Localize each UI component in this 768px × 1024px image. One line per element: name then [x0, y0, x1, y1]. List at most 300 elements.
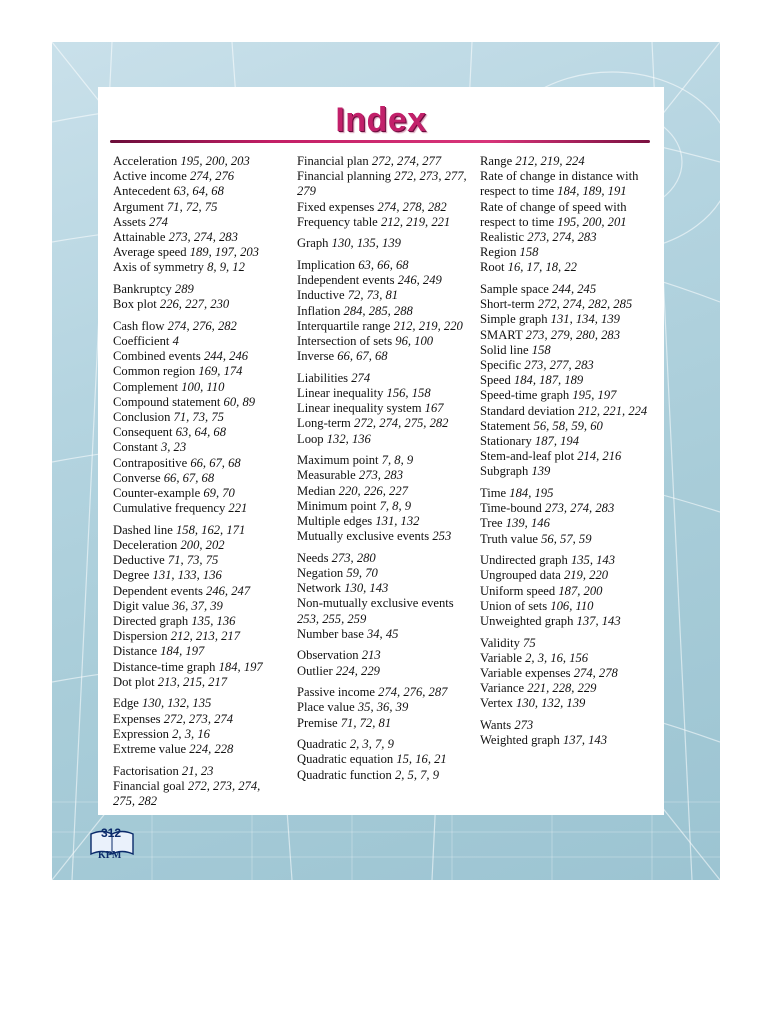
index-page-refs: 131, 132 [375, 514, 420, 529]
index-term: Union of sets [480, 598, 548, 613]
index-entry [297, 371, 467, 386]
index-page-refs: 130, 132, 139 [516, 696, 586, 711]
index-term: Deductive [113, 553, 165, 568]
index-page-refs: 274, 278 [573, 666, 618, 681]
index-entry [297, 514, 467, 529]
index-page-refs: 75 [523, 635, 536, 650]
index-entry [297, 700, 467, 715]
index-term: Attainable [113, 230, 166, 245]
index-page-refs: 284, 285, 288 [343, 303, 413, 318]
index-letter-group [297, 371, 467, 447]
index-entry [480, 328, 650, 343]
index-page-refs: 34, 45 [366, 626, 399, 641]
index-entry [297, 273, 467, 288]
index-term: Active income [113, 169, 187, 184]
index-entry [297, 581, 467, 596]
index-term: Region [480, 245, 517, 260]
index-letter-group [297, 685, 467, 731]
index-page-refs: 169, 174 [198, 364, 243, 379]
index-entry [297, 685, 467, 700]
index-page-refs: 272, 274, 282, 285 [537, 297, 633, 312]
index-entry [480, 532, 650, 547]
index-page-refs: 56, 58, 59, 60 [533, 418, 603, 433]
index-term: Specific [480, 358, 522, 373]
index-letter-group [113, 282, 283, 312]
index-term: Range [480, 154, 513, 168]
index-term: Degree [113, 568, 150, 583]
index-page-refs: 63, 64, 68 [173, 184, 224, 199]
index-entry [113, 169, 283, 184]
index-entry [113, 568, 283, 583]
index-entry [480, 486, 650, 501]
index-page-refs: 131, 134, 139 [550, 312, 620, 327]
index-letter-group [297, 551, 467, 642]
index-entry [113, 297, 283, 312]
index-entry [480, 404, 650, 419]
index-term: Needs [297, 550, 329, 565]
index-term: Uniform speed [480, 583, 556, 598]
index-term: Distance [113, 644, 158, 659]
index-page-refs: 221, 228, 229 [527, 681, 597, 696]
index-entry [480, 312, 650, 327]
index-page-refs: 273, 277, 283 [524, 358, 594, 373]
index-letter-group [297, 648, 467, 678]
index-page-refs: 273, 283 [358, 468, 403, 483]
index-letter-group [480, 154, 650, 276]
index-page-refs: 35, 36, 39 [357, 700, 409, 715]
index-entry [297, 304, 467, 319]
index-entry [297, 716, 467, 731]
index-letter-group [480, 553, 650, 629]
index-letter-group [297, 737, 467, 783]
index-term: Validity [480, 635, 520, 650]
index-term: Vertex [480, 696, 513, 711]
index-letter-group [113, 154, 283, 276]
index-page-refs: 221 [228, 501, 248, 516]
index-entry [480, 343, 650, 358]
index-entry [297, 215, 467, 230]
index-entry [297, 416, 467, 431]
index-entry [297, 737, 467, 752]
index-page-refs: 139, 146 [505, 516, 550, 531]
index-entry [113, 660, 283, 675]
index-page-refs: 244, 246 [203, 349, 249, 364]
index-entry [297, 236, 467, 251]
index-term: Box plot [113, 297, 157, 312]
index-page-refs: 273, 274, 283 [527, 230, 597, 245]
index-page-refs: 195, 200, 203 [180, 154, 250, 168]
index-page-refs: 274 [351, 370, 371, 385]
index-term: Distance-time graph [113, 659, 216, 674]
index-letter-group [480, 636, 650, 712]
index-page-refs: 130, 132, 135 [142, 696, 212, 711]
index-entry [297, 401, 467, 416]
index-term: Intersection of sets [297, 334, 393, 349]
index-entry [113, 764, 283, 779]
index-term: Quadratic [297, 737, 347, 752]
index-page-refs: 63, 64, 68 [175, 425, 226, 440]
index-page-refs: 130, 135, 139 [331, 236, 401, 251]
index-term: Dependent events [113, 583, 203, 598]
index-entry [297, 551, 467, 566]
index-page-refs: 212, 219, 221 [380, 214, 451, 229]
index-letter-group [297, 258, 467, 364]
index-page-refs: 214, 216 [577, 449, 622, 464]
index-entry [297, 752, 467, 767]
index-page-refs: 16, 17, 18, 22 [507, 260, 577, 275]
index-page-refs: 2, 3, 7, 9 [349, 737, 394, 752]
index-page-refs: 63, 66, 68 [358, 258, 409, 272]
index-term: Fixed expenses [297, 199, 375, 214]
index-entry [297, 169, 467, 199]
index-term: Linear inequality [297, 386, 384, 401]
index-page-refs: 274 [149, 214, 168, 229]
index-page-refs: 7, 8, 9 [381, 453, 414, 468]
index-page-refs: 15, 16, 21 [396, 752, 447, 767]
index-page-refs: 184, 195 [509, 486, 554, 501]
index-term: Antecedent [113, 184, 171, 199]
index-page-refs: 289 [174, 282, 194, 297]
index-term: Variance [480, 681, 525, 696]
index-page-refs: 273, 279, 280, 283 [525, 327, 621, 342]
index-term: Undirected graph [480, 553, 568, 568]
index-term: Complement [113, 379, 179, 394]
index-page-refs: 158, 162, 171 [175, 522, 246, 537]
index-page-refs: 2, 3, 16, 156 [525, 650, 589, 665]
index-entry [113, 644, 283, 659]
index-page-refs: 184, 189, 191 [557, 184, 627, 199]
index-page-refs: 224, 228 [189, 742, 234, 757]
index-term: Interquartile range [297, 318, 391, 333]
index-entry [297, 529, 467, 544]
index-entry [480, 553, 650, 568]
index-term: Subgraph [480, 464, 529, 479]
index-term: Standard deviation [480, 403, 575, 418]
index-page-refs: 224, 229 [335, 663, 380, 678]
index-entry [480, 260, 650, 275]
index-term: Counter-example [113, 486, 201, 501]
index-entry [297, 288, 467, 303]
index-entry [297, 154, 467, 169]
index-term: Bankruptcy [113, 282, 172, 297]
index-entry [113, 629, 283, 644]
index-term: Maximum point [297, 453, 379, 468]
index-term: Quadratic function [297, 767, 392, 782]
index-term: Financial goal [113, 778, 185, 793]
index-page-refs: 135, 143 [570, 553, 616, 568]
index-term: Multiple edges [297, 514, 373, 529]
index-term: Financial plan [297, 154, 369, 168]
index-term: Inflation [297, 303, 341, 318]
index-term: Variable [480, 650, 522, 665]
index-column-3 [480, 154, 650, 755]
index-letter-group [113, 696, 283, 757]
index-page-refs: 274, 278, 282 [377, 199, 447, 214]
index-term: Factorisation [113, 763, 179, 778]
index-entry [297, 648, 467, 663]
index-term: SMART [480, 327, 523, 342]
index-term: Cash flow [113, 318, 165, 333]
index-panel [98, 87, 664, 815]
index-term: Statement [480, 418, 531, 433]
index-entry [113, 410, 283, 425]
index-term: Converse [113, 470, 161, 485]
index-entry [113, 200, 283, 215]
index-term: Deceleration [113, 538, 178, 553]
index-term: Premise [297, 715, 338, 730]
index-term: Wants [480, 718, 512, 733]
index-entry [297, 349, 467, 364]
index-entry [297, 432, 467, 447]
index-term: Axis of symmetry [113, 260, 204, 275]
index-term: Negation [297, 566, 344, 581]
index-page-refs: 212, 213, 217 [170, 629, 240, 644]
index-entry [480, 733, 650, 748]
index-entry [113, 245, 283, 260]
index-entry [297, 664, 467, 679]
index-page-refs: 195, 200, 201 [557, 214, 627, 229]
index-entry [113, 456, 283, 471]
index-term: Cumulative frequency [113, 501, 226, 516]
index-page-refs: 69, 70 [203, 486, 235, 501]
index-term: Root [480, 260, 505, 275]
index-page-refs: 220, 226, 227 [338, 483, 408, 498]
index-column-1 [113, 154, 283, 816]
index-page-refs: 21, 23 [181, 763, 214, 778]
index-page-refs: 71, 72, 75 [167, 199, 218, 214]
index-letter-group [113, 319, 283, 517]
index-entry [113, 501, 283, 516]
index-entry [113, 425, 283, 440]
index-term: Ungrouped data [480, 568, 561, 583]
index-term: Unweighted graph [480, 614, 574, 629]
page-number: 312 [101, 826, 122, 840]
index-entry [297, 627, 467, 642]
index-term: Time-bound [480, 501, 542, 516]
index-page-refs: 66, 67, 68 [190, 455, 241, 470]
index-entry [480, 434, 650, 449]
index-page-refs: 273 [514, 718, 534, 733]
index-letter-group [113, 764, 283, 810]
index-page-refs: 132, 136 [326, 431, 371, 446]
index-term: Combined events [113, 349, 201, 364]
index-entry [113, 215, 283, 230]
index-entry [297, 319, 467, 334]
index-entry [113, 319, 283, 334]
index-column-2 [297, 154, 467, 789]
index-term: Graph [297, 236, 329, 251]
index-entry [113, 538, 283, 553]
index-entry [297, 258, 467, 273]
index-term: Stem-and-leaf plot [480, 449, 575, 464]
index-page-refs: 167 [424, 401, 444, 416]
index-entry [480, 297, 650, 312]
index-term: Truth value [480, 531, 538, 546]
index-letter-group [113, 523, 283, 690]
index-entry [113, 553, 283, 568]
index-page-refs: 253, 255, 259 [297, 611, 367, 626]
index-page-refs: 135, 136 [191, 614, 236, 629]
index-page-refs: 272, 273, 274, 275, 282 [113, 778, 261, 809]
index-entry [297, 468, 467, 483]
index-page-refs: 2, 3, 16 [172, 726, 210, 741]
index-term: Time [480, 486, 507, 501]
index-page-refs: 184, 197 [218, 659, 263, 674]
index-entry [480, 230, 650, 245]
index-term: Common region [113, 364, 196, 379]
index-term: Financial planning [297, 169, 392, 184]
index-page-refs: 272, 273, 277, 279 [297, 169, 467, 199]
index-page-refs: 246, 247 [206, 583, 251, 598]
index-term: Non-mutually exclusive events [297, 596, 454, 611]
index-term: Realistic [480, 230, 525, 245]
index-entry [113, 614, 283, 629]
index-entry [480, 501, 650, 516]
index-page-refs: 189, 197, 203 [189, 245, 259, 260]
index-term: Constant [113, 440, 158, 455]
index-term: Outlier [297, 663, 333, 678]
publisher-logo-text: KPM [98, 850, 122, 861]
index-page-refs: 100, 110 [181, 379, 225, 394]
index-entry [113, 675, 283, 690]
index-entry [480, 169, 650, 199]
index-page-refs: 137, 143 [562, 733, 608, 748]
index-term: Sample space [480, 282, 549, 297]
index-entry [297, 200, 467, 215]
index-page-refs: 274, 276 [189, 169, 235, 184]
index-page-refs: 71, 72, 81 [340, 715, 392, 730]
index-page-refs: 274, 276, 287 [378, 685, 448, 700]
index-term: Observation [297, 648, 359, 663]
index-term: Argument [113, 199, 164, 214]
index-entry [480, 681, 650, 696]
index-page-refs: 139 [531, 464, 551, 479]
index-term: Acceleration [113, 154, 178, 168]
index-page-refs: 131, 133, 136 [152, 568, 222, 583]
index-page-refs: 60, 89 [223, 394, 256, 409]
index-term: Minimum point [297, 498, 377, 513]
index-entry [480, 282, 650, 297]
index-term: Expression [113, 726, 169, 741]
index-page-refs: 71, 73, 75 [167, 553, 219, 568]
index-term: Assets [113, 214, 146, 229]
index-page-refs: 246, 249 [397, 273, 442, 288]
index-term: Mutually exclusive events [297, 529, 430, 544]
index-page-refs: 212, 219, 220 [393, 318, 463, 333]
index-entry [480, 584, 650, 599]
index-term: Expenses [113, 711, 161, 726]
index-entry [113, 486, 283, 501]
index-term: Measurable [297, 468, 356, 483]
index-page-refs: 274, 276, 282 [167, 318, 237, 333]
index-letter-group [480, 718, 650, 748]
index-entry [480, 449, 650, 464]
index-entry [297, 499, 467, 514]
index-term: Inverse [297, 349, 335, 364]
index-entry [113, 727, 283, 742]
index-entry [113, 349, 283, 364]
index-entry [113, 395, 283, 410]
index-term: Edge [113, 696, 139, 711]
index-page-refs: 195, 197 [572, 388, 617, 403]
index-letter-group [297, 453, 467, 544]
index-entry [480, 245, 650, 260]
index-page-refs: 156, 158 [386, 386, 431, 401]
index-term: Dashed line [113, 522, 173, 537]
index-entry [480, 516, 650, 531]
index-entry [480, 154, 650, 169]
index-term: Linear inequality system [297, 401, 422, 416]
page-title: Index [335, 101, 427, 139]
index-page-refs: 4 [172, 334, 179, 349]
index-term: Speed [480, 373, 511, 388]
index-entry [480, 599, 650, 614]
index-page-refs: 213, 215, 217 [157, 674, 228, 689]
index-term: Coefficient [113, 334, 170, 349]
index-term: Median [297, 483, 336, 498]
index-entry [113, 230, 283, 245]
index-term: Digit value [113, 598, 170, 613]
index-term: Solid line [480, 342, 529, 357]
index-term: Extreme value [113, 742, 187, 757]
index-page-refs: 36, 37, 39 [172, 598, 223, 613]
index-page-refs: 272, 274, 277 [371, 154, 442, 168]
index-entry [480, 651, 650, 666]
index-page-refs: 130, 143 [344, 581, 389, 596]
index-page-refs: 213 [361, 648, 381, 663]
index-page-refs: 2, 5, 7, 9 [394, 767, 440, 782]
index-page-refs: 212, 219, 224 [515, 154, 585, 168]
index-term: Short-term [480, 297, 535, 312]
index-term: Quadratic equation [297, 752, 394, 767]
index-entry [113, 184, 283, 199]
index-page-refs: 187, 200 [558, 583, 603, 598]
index-letter-group [480, 282, 650, 480]
index-page-refs: 72, 73, 81 [347, 288, 399, 303]
index-page-refs: 158 [519, 245, 539, 260]
index-page-refs: 184, 197 [160, 644, 205, 659]
index-term: Rate of change in distance with respect to time [480, 169, 639, 199]
index-term: Rate of change of speed with respect to time [480, 199, 627, 229]
index-entry [480, 388, 650, 403]
index-entry [480, 718, 650, 733]
index-term: Network [297, 581, 342, 596]
index-entry [113, 742, 283, 757]
index-page-refs: 137, 143 [576, 614, 621, 629]
index-term: Consequent [113, 425, 173, 440]
index-entry [297, 768, 467, 783]
index-entry [113, 779, 283, 809]
index-term: Directed graph [113, 614, 189, 629]
index-entry [113, 712, 283, 727]
index-entry [480, 358, 650, 373]
index-page-refs: 96, 100 [395, 334, 434, 349]
index-page-refs: 272, 274, 275, 282 [354, 416, 449, 431]
index-term: Long-term [297, 416, 351, 431]
index-term: Simple graph [480, 312, 548, 327]
index-entry [113, 471, 283, 486]
index-entry [297, 386, 467, 401]
index-entry [113, 599, 283, 614]
index-term: Loop [297, 431, 324, 446]
index-page-refs: 56, 57, 59 [541, 531, 592, 546]
index-entry [480, 373, 650, 388]
index-page-refs: 226, 227, 230 [159, 297, 230, 312]
index-page-refs: 184, 187, 189 [513, 373, 584, 388]
index-term: Implication [297, 258, 356, 272]
index-term: Average speed [113, 245, 187, 260]
index-entry [297, 596, 467, 626]
